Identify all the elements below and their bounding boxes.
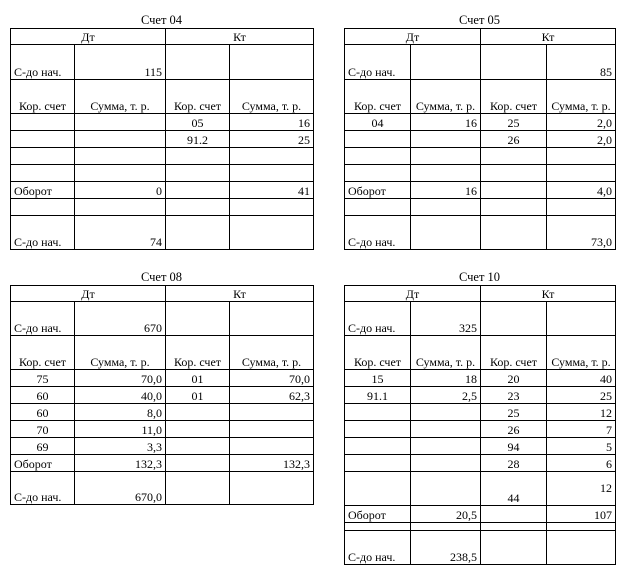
- debit-sum: [411, 438, 481, 455]
- credit-sum: 40: [547, 370, 616, 387]
- credit-sum: 2,0: [547, 114, 616, 131]
- blank-cell: [411, 199, 481, 216]
- corr-account-header: Кор. счет: [481, 80, 547, 114]
- blank-cell: [547, 523, 616, 531]
- credit-sum: 6: [547, 455, 616, 472]
- closing-balance-debit: [411, 216, 481, 250]
- blank-cell: [166, 216, 230, 250]
- debit-sum: [411, 165, 481, 182]
- turnover-label: Оборот: [11, 182, 75, 199]
- debit-header: Дт: [345, 29, 481, 45]
- blank-cell: [481, 199, 547, 216]
- debit-account: [345, 165, 411, 182]
- corr-account-header: Кор. счет: [166, 336, 230, 370]
- corr-account-header: Кор. счет: [11, 80, 75, 114]
- credit-sum: [230, 404, 314, 421]
- turnover-debit: 20,5: [411, 506, 481, 523]
- blank-cell: [481, 216, 547, 250]
- credit-sum: [547, 148, 616, 165]
- opening-balance-label: С-до нач.: [11, 302, 75, 336]
- turnover-label: Оборот: [345, 506, 411, 523]
- debit-header: Дт: [11, 29, 166, 45]
- table-row: [345, 438, 616, 455]
- table-row: [345, 131, 616, 148]
- credit-account: 25: [481, 404, 547, 421]
- credit-sum: 16: [230, 114, 314, 131]
- closing-balance-debit: 74: [75, 216, 166, 250]
- corr-account-header: Кор. счет: [166, 80, 230, 114]
- credit-account: 25: [481, 114, 547, 131]
- credit-account: 28: [481, 455, 547, 472]
- opening-balance-credit: [230, 302, 314, 336]
- credit-account: [481, 165, 547, 182]
- opening-balance-credit: 85: [547, 45, 616, 80]
- debit-account: 75: [11, 370, 75, 387]
- credit-sum: [230, 165, 314, 182]
- debit-account: [345, 421, 411, 438]
- credit-account: 01: [166, 387, 230, 404]
- credit-sum: 62,3: [230, 387, 314, 404]
- debit-sum: [411, 421, 481, 438]
- debit-sum: [411, 131, 481, 148]
- credit-account: 94: [481, 438, 547, 455]
- table-row: [345, 387, 616, 404]
- debit-sum: [75, 114, 166, 131]
- blank-cell: [547, 199, 616, 216]
- opening-balance-debit: 670: [75, 302, 166, 336]
- turnover-row: [11, 455, 314, 472]
- sum-header: Сумма, т. р.: [547, 336, 616, 370]
- closing-row: [345, 216, 616, 250]
- debit-sum: [411, 148, 481, 165]
- debit-account: [11, 131, 75, 148]
- turnover-debit: 16: [411, 182, 481, 199]
- credit-sum: 12: [547, 472, 616, 506]
- blank-cell: [345, 199, 411, 216]
- credit-header: Кт: [481, 29, 616, 45]
- debit-sum: [75, 148, 166, 165]
- debit-sum: 2,5: [411, 387, 481, 404]
- debit-sum: [411, 472, 481, 506]
- debit-account: [345, 148, 411, 165]
- debit-sum: 3,3: [75, 438, 166, 455]
- blank-cell: [166, 199, 230, 216]
- credit-sum: [547, 165, 616, 182]
- blank-cell: [411, 523, 481, 531]
- account-title: Счет 05: [458, 13, 501, 27]
- debit-sum: [411, 404, 481, 421]
- opening-balance-credit: [547, 302, 616, 336]
- closing-balance-label: С-до нач.: [345, 531, 411, 565]
- closing-balance-credit: [230, 216, 314, 250]
- opening-balance-label: С-до нач.: [345, 302, 411, 336]
- t-account-table: [344, 285, 616, 565]
- closing-row: [345, 531, 616, 565]
- table-row: [345, 404, 616, 421]
- table-row: [11, 148, 314, 165]
- t-account-table: [344, 28, 616, 250]
- credit-sum: 12: [547, 404, 616, 421]
- debit-sum: [75, 131, 166, 148]
- debit-account: [345, 455, 411, 472]
- closing-row: [11, 472, 314, 505]
- debit-sum: [75, 165, 166, 182]
- sum-header: Сумма, т. р.: [75, 80, 166, 114]
- credit-sum: 25: [547, 387, 616, 404]
- table-row: [11, 438, 314, 455]
- credit-sum: 70,0: [230, 370, 314, 387]
- turnover-credit: 107: [547, 506, 616, 523]
- sum-header: Сумма, т. р.: [75, 336, 166, 370]
- credit-account: 44: [481, 472, 547, 506]
- turnover-row: [11, 182, 314, 199]
- credit-sum: 5: [547, 438, 616, 455]
- sum-header: Сумма, т. р.: [411, 80, 481, 114]
- turnover-label: Оборот: [345, 182, 411, 199]
- credit-sum: [230, 438, 314, 455]
- blank-cell: [230, 199, 314, 216]
- debit-account: 70: [11, 421, 75, 438]
- blank-cell: [166, 302, 230, 336]
- debit-account: [345, 472, 411, 506]
- opening-balance-label: С-до нач.: [345, 45, 411, 80]
- debit-account: [345, 404, 411, 421]
- opening-balance-debit: 325: [411, 302, 481, 336]
- closing-balance-label: С-до нач.: [345, 216, 411, 250]
- credit-account: [166, 148, 230, 165]
- opening-balance-debit: [411, 45, 481, 80]
- sum-header: Сумма, т. р.: [547, 80, 616, 114]
- closing-balance-label: С-до нач.: [11, 216, 75, 250]
- credit-sum: [230, 148, 314, 165]
- turnover-label: Оборот: [11, 455, 75, 472]
- account-04: [10, 12, 314, 250]
- corr-account-header: Кор. счет: [345, 80, 411, 114]
- t-account-table: [10, 28, 314, 250]
- turnover-debit: 132,3: [75, 455, 166, 472]
- credit-sum: 2,0: [547, 131, 616, 148]
- credit-account: 05: [166, 114, 230, 131]
- credit-account: 23: [481, 387, 547, 404]
- turnover-spacer: [166, 182, 230, 199]
- turnover-row: [345, 182, 616, 199]
- table-row: [345, 199, 616, 216]
- table-row: [345, 370, 616, 387]
- table-row: [11, 114, 314, 131]
- debit-account: [345, 438, 411, 455]
- credit-account: [166, 165, 230, 182]
- blank-cell: [481, 45, 547, 80]
- turnover-credit: 4,0: [547, 182, 616, 199]
- corr-account-header: Кор. счет: [345, 336, 411, 370]
- account-title: Счет 08: [140, 270, 183, 284]
- debit-account: [345, 131, 411, 148]
- table-row: [345, 472, 616, 506]
- corr-account-header: Кор. счет: [481, 336, 547, 370]
- opening-balance-credit: [230, 45, 314, 80]
- closing-balance-credit: [547, 531, 616, 565]
- table-row: [11, 199, 314, 216]
- credit-account: 26: [481, 421, 547, 438]
- debit-account: 15: [345, 370, 411, 387]
- table-row: [11, 404, 314, 421]
- closing-balance-debit: 670,0: [75, 472, 166, 505]
- table-row: [345, 148, 616, 165]
- credit-account: [166, 404, 230, 421]
- table-row: [345, 165, 616, 182]
- account-title: Счет 10: [458, 270, 501, 284]
- debit-sum: 18: [411, 370, 481, 387]
- blank-cell: [75, 199, 166, 216]
- credit-account: 26: [481, 131, 547, 148]
- opening-balance-debit: 115: [75, 45, 166, 80]
- opening-balance-credit-account: [166, 45, 230, 80]
- turnover-credit: 41: [230, 182, 314, 199]
- table-row: [11, 131, 314, 148]
- debit-sum: 16: [411, 114, 481, 131]
- debit-account: [11, 165, 75, 182]
- closing-balance-debit: 238,5: [411, 531, 481, 565]
- debit-header: Дт: [11, 286, 166, 302]
- sum-header: Сумма, т. р.: [411, 336, 481, 370]
- account-08: [10, 269, 314, 505]
- credit-account: 20: [481, 370, 547, 387]
- debit-account: [11, 148, 75, 165]
- table-row: [345, 114, 616, 131]
- credit-header: Кт: [166, 29, 314, 45]
- debit-account: [11, 114, 75, 131]
- account-05: [344, 12, 616, 250]
- debit-account: 60: [11, 404, 75, 421]
- table-row: [345, 421, 616, 438]
- credit-sum: 25: [230, 131, 314, 148]
- blank-cell: [11, 199, 75, 216]
- closing-balance-credit: 73,0: [547, 216, 616, 250]
- closing-balance-credit: [230, 472, 314, 505]
- opening-balance-label: С-до нач.: [11, 45, 75, 80]
- account-10: [344, 269, 616, 565]
- debit-sum: [411, 455, 481, 472]
- turnover-credit: 132,3: [230, 455, 314, 472]
- blank-cell: [481, 523, 547, 531]
- turnover-debit: 0: [75, 182, 166, 199]
- table-row: [11, 421, 314, 438]
- table-row: [11, 370, 314, 387]
- debit-sum: 8,0: [75, 404, 166, 421]
- account-title: Счет 04: [140, 13, 183, 27]
- sum-header: Сумма, т. р.: [230, 80, 314, 114]
- blank-cell: [481, 302, 547, 336]
- debit-sum: 40,0: [75, 387, 166, 404]
- blank-cell: [166, 472, 230, 505]
- credit-account: 01: [166, 370, 230, 387]
- debit-account: 91.1: [345, 387, 411, 404]
- debit-account: 69: [11, 438, 75, 455]
- debit-account: 04: [345, 114, 411, 131]
- debit-sum: 11,0: [75, 421, 166, 438]
- credit-account: [166, 438, 230, 455]
- blank-cell: [481, 531, 547, 565]
- table-row: [11, 165, 314, 182]
- blank-cell: [345, 523, 411, 531]
- credit-header: Кт: [481, 286, 616, 302]
- credit-sum: [230, 421, 314, 438]
- debit-header: Дт: [345, 286, 481, 302]
- table-row: [345, 523, 616, 531]
- table-row: [11, 387, 314, 404]
- credit-account: [166, 421, 230, 438]
- credit-sum: 7: [547, 421, 616, 438]
- turnover-row: [345, 506, 616, 523]
- closing-row: [11, 216, 314, 250]
- table-row: [345, 455, 616, 472]
- closing-balance-label: С-до нач.: [11, 472, 75, 505]
- credit-header: Кт: [166, 286, 314, 302]
- sum-header: Сумма, т. р.: [230, 336, 314, 370]
- credit-account: 91.2: [166, 131, 230, 148]
- blank-cell: [481, 182, 547, 199]
- blank-cell: [481, 506, 547, 523]
- corr-account-header: Кор. счет: [11, 336, 75, 370]
- debit-account: 60: [11, 387, 75, 404]
- debit-sum: 70,0: [75, 370, 166, 387]
- credit-account: [481, 148, 547, 165]
- t-account-table: [10, 285, 314, 505]
- blank-cell: [166, 455, 230, 472]
